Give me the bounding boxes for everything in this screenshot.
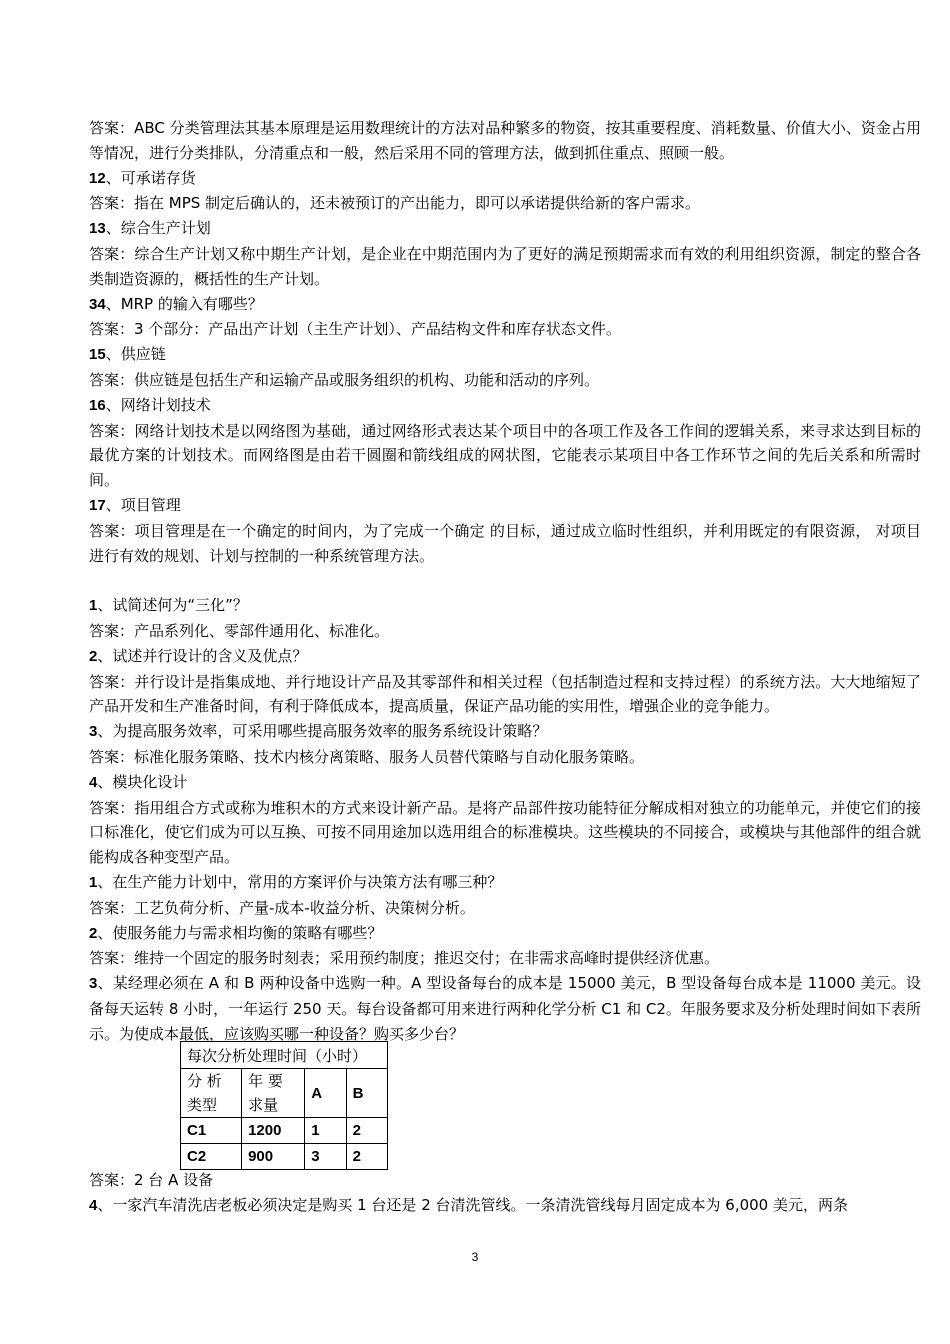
table-header-demand <box>242 1069 305 1118</box>
table-cell: C2 <box>181 1144 242 1170</box>
question-number: 17 <box>89 496 106 514</box>
question-heading <box>89 342 921 368</box>
question-text: 、综合生产计划 <box>105 219 211 238</box>
answer-paragraph: 答案：项目管理是在一个确定的时间内，为了完成一个确定 的目标，通过成立临时性组织，并利用既定的有限资源， 对项目进行有效的规划、计划与控制的一种系统管理方法。 <box>89 521 921 565</box>
question-text: 、使服务能力与需求相均衡的策略有哪些？ <box>97 923 383 942</box>
question-number: 2 <box>89 647 98 665</box>
question-heading <box>89 292 921 318</box>
table-cell: 1 <box>305 1118 346 1144</box>
blank-line <box>89 568 921 593</box>
answer-paragraph: 答案：标准化服务策略、技术内核分离策略、服务人员替代策略与自动化服务策略。 <box>89 747 645 766</box>
question-text: 、某经理必须在 A 和 B 两种设备中选购一种。A 型设备每台的成本是 15000 美元，B 型设备每台成本是 11000 美元。设备每天运转 8 小时，一年运行 250 天。每台设备都可用来进行两种化学分析 C1 和 C2。年服务要求及分析处理时间如下表所示。为使成本最低，应该购买哪一种设备？购买多少台？ <box>89 974 921 1043</box>
question-number: 34 <box>89 295 106 313</box>
table-header-type <box>181 1069 242 1118</box>
question-text: 、为提高服务效率，可采用哪些提高服务效率的服务系统设计策略？ <box>97 722 548 741</box>
answer-text: 答案：2 台 A 设备 <box>89 1171 214 1189</box>
question-number: 15 <box>89 346 106 364</box>
question-text: 、模块化设计 <box>97 772 188 791</box>
question-number: 3 <box>89 975 98 993</box>
table-cell: 900 <box>242 1144 305 1170</box>
question-text: 、可承诺存货 <box>105 168 196 187</box>
answer-paragraph: 答案：网络计划技术是以网络图为基础，通过网络形式表达某个项目中的各项工作及各工作间的逻辑关系，来寻求达到目标的最优方案的计划技术。而网络图是由若干圆圈和箭线组成的网状图，它能表示某项目中各工作环节之间的先后关系和所需时间。 <box>89 421 921 490</box>
question-heading <box>89 593 921 619</box>
document-body <box>89 116 921 1046</box>
question-text: 、试简述何为“三化”？ <box>97 596 248 615</box>
question-number: 12 <box>89 169 106 187</box>
answer-paragraph: 答案：指用组合方式或称为堆积木的方式来设计新产品。是将产品部件按功能特征分解成相对独立的功能单元，并使它们的接口标准化，使它们成为可以互换、可按不同用途加以选用组合的标准模块。这些模块的不同接合，或模块与其他部件的组合就能构成各种变型产品。 <box>89 798 921 867</box>
answer-paragraph: 答案：产品系列化、零部件通用化、标准化。 <box>89 621 390 640</box>
table-row <box>181 1118 388 1144</box>
table-header-demand-label: 年 要求量 <box>248 1072 283 1114</box>
question-heading <box>89 921 921 947</box>
question-heading <box>89 644 921 670</box>
table-cell: 3 <box>305 1144 346 1170</box>
question-text: 、项目管理 <box>105 495 181 514</box>
table-cell: 2 <box>346 1144 387 1170</box>
question-number: 1 <box>89 597 98 615</box>
table-header-type-label: 分 析类型 <box>187 1072 222 1114</box>
question-heading <box>89 493 921 519</box>
question-heading <box>89 719 921 745</box>
answer-paragraph: 答案：工艺负荷分析、产量-成本-收益分析、决策树分析。 <box>89 898 475 917</box>
question-heading <box>89 393 921 419</box>
table-row <box>181 1144 388 1170</box>
question-number: 2 <box>89 924 98 942</box>
question-number: 4 <box>89 1196 98 1214</box>
analysis-time-table <box>180 1041 388 1170</box>
question-number: 13 <box>89 220 106 238</box>
table-header-b: B <box>346 1069 387 1118</box>
question-text: 、试述并行设计的含义及优点？ <box>97 646 308 665</box>
question-text: 、一家汽车清洗店老板必须决定是购买 1 台还是 2 台清洗管线。一条清洗管线每月固定成本为 6,000 美元，两条 <box>97 1195 848 1214</box>
question-heading <box>89 1193 921 1219</box>
question-heading <box>89 971 921 1046</box>
question-heading <box>89 216 921 242</box>
answer-paragraph: 答案：3 个部分：产品出产计划（主生产计划）、产品结构文件和库存状态文件。 <box>89 320 621 339</box>
answer-paragraph: 答案：并行设计是指集成地、并行地设计产品及其零部件和相关过程（包括制造过程和支持过程）的系统方法。大大地缩短了产品开发和生产准备时间，有利于降低成本，提高质量，保证产品功能的实用性，增强企业的竞争能力。 <box>89 672 921 716</box>
question-text: 、供应链 <box>105 345 166 364</box>
question-text: 、网络计划技术 <box>105 395 211 414</box>
question-text: 、在生产能力计划中，常用的方案评价与决策方法有哪三种？ <box>97 872 503 891</box>
table-header-a: A <box>305 1069 346 1118</box>
question-text: 、MRP 的输入有哪些？ <box>105 294 263 313</box>
answer-paragraph: 答案：ABC 分类管理法其基本原理是运用数理统计的方法对品种繁多的物资，按其重要程度、消耗数量、价值大小、资金占用等情况，进行分类排队，分清重点和一般，然后采用不同的管理方法，做到抓住重点、照顾一般。 <box>89 119 921 162</box>
question-heading <box>89 870 921 896</box>
question-heading <box>89 770 921 796</box>
page-number: 3 <box>471 1250 479 1264</box>
question-number: 16 <box>89 396 106 414</box>
table-title: 每次分析处理时间（小时） <box>181 1042 388 1069</box>
question-number: 1 <box>89 873 98 891</box>
answer-paragraph: 答案：综合生产计划又称中期生产计划，是企业在中期范围内为了更好的满足预期需求而有效的利用组织资源，制定的整合各类制造资源的，概括性的生产计划。 <box>89 244 921 288</box>
question-heading <box>89 166 921 192</box>
answer-paragraph: 答案：供应链是包括生产和运输产品或服务组织的机构、功能和活动的序列。 <box>89 370 600 389</box>
question-number: 3 <box>89 723 98 741</box>
table-cell: 2 <box>346 1118 387 1144</box>
question-number: 4 <box>89 773 98 791</box>
table-cell: 1200 <box>242 1118 305 1144</box>
table-cell: C1 <box>181 1118 242 1144</box>
after-table-section <box>89 1168 921 1219</box>
answer-paragraph: 答案：维持一个固定的服务时刻表；采用预约制度；推迟交付；在非需求高峰时提供经济优惠。 <box>89 949 720 968</box>
answer-paragraph: 答案：指在 MPS 制定后确认的，还未被预订的产出能力，即可以承诺提供给新的客户需求。 <box>89 194 701 213</box>
